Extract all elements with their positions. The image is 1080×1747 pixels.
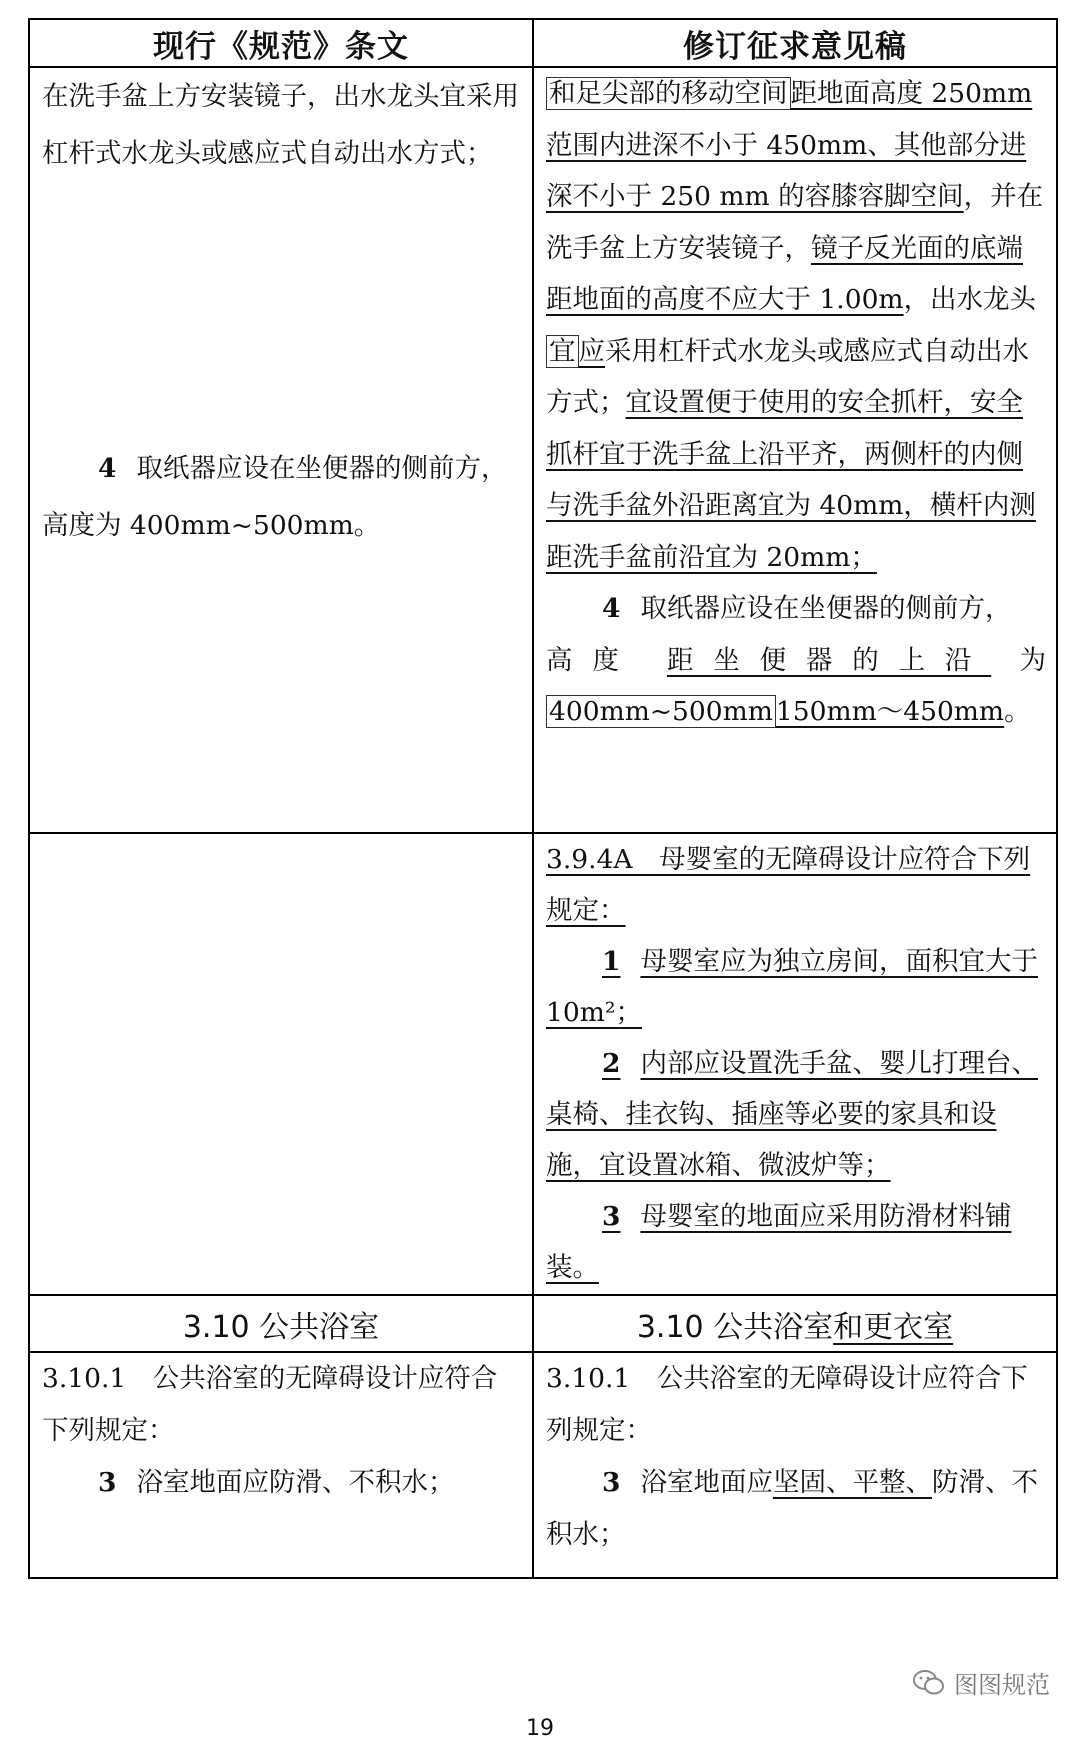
deleted-text: 宜 — [546, 335, 579, 368]
revised-cell — [533, 1352, 1057, 1578]
revised-cell — [533, 833, 1057, 1295]
deleted-text: 400mm~500mm — [546, 695, 776, 728]
current-cell — [29, 1352, 533, 1578]
inserted-text: 3.9.4A 母婴室的无障碍设计应符合下列规定： — [546, 844, 1031, 926]
comparison-table — [28, 18, 1058, 1579]
current-cell-empty — [29, 833, 533, 1295]
list-item — [546, 1191, 1046, 1293]
text: ，并在洗手盆上方安装镜子， — [546, 181, 1044, 264]
item-number: 3 — [602, 1201, 621, 1232]
revised-cell — [533, 67, 1057, 833]
inserted-text: 坚固、平整、 — [772, 1467, 932, 1498]
section-title-text: 3.10 公共浴室 — [636, 1309, 834, 1345]
text: 取纸器应设在坐便器的侧前方， — [640, 593, 1012, 624]
revised-item-4-cont — [546, 635, 1046, 687]
section-title-current: 3.10 公共浴室 — [29, 1295, 533, 1352]
text: 为 — [1019, 644, 1047, 676]
item-number: 3 — [602, 1467, 621, 1498]
text: 浴室地面应 — [640, 1467, 773, 1498]
table-row — [29, 833, 1057, 1295]
item-number: 1 — [602, 946, 621, 977]
deleted-text: 和足尖部的移动空间 — [546, 77, 791, 110]
revised-item-4 — [546, 583, 1046, 635]
text: 高度 — [546, 644, 639, 676]
inserted-text — [546, 946, 1038, 1028]
item-number: 4 — [98, 453, 117, 484]
inserted-text: 镜子反光面的底端距地面的高度不应大于 1.00m — [546, 232, 1023, 315]
clause-title — [546, 834, 1046, 936]
page-number: 19 — [526, 1716, 554, 1741]
item-number: 4 — [602, 593, 621, 624]
inserted-text: 应 — [578, 335, 605, 367]
inserted-text: 距坐便器的上沿 — [666, 644, 992, 676]
inserted-text: 和更衣室 — [833, 1309, 954, 1345]
header-revised: 修订征求意见稿 — [533, 19, 1057, 67]
text: 防滑、不积水； — [546, 1467, 1038, 1550]
inserted-text — [546, 1201, 1011, 1283]
current-item-4 — [42, 440, 522, 554]
list-item — [42, 1457, 522, 1509]
list-item — [546, 1457, 1046, 1561]
inserted-text: 150mm～450mm — [775, 696, 1005, 727]
table-row — [29, 1352, 1057, 1578]
list-item — [546, 1038, 1046, 1191]
text: ，出水龙头 — [903, 284, 1037, 315]
revised-item-4-end — [546, 686, 1046, 738]
current-cell — [29, 67, 533, 833]
inserted-text: 距地面高度 250mm 范围内进深不小于 450mm、其他部分进深不小于 250 mm 的容膝容脚空间 — [546, 78, 1033, 212]
text: 。 — [1004, 696, 1031, 727]
item-text: 母婴室应为独立房间，面积宜大于 10m²； — [546, 946, 1038, 1028]
inserted-text: 宜设置便于使用的安全抓杆，安全抓杆宜于洗手盆上沿平齐，两侧杆的内侧与洗手盆外沿距离宜为 40mm，横杆内测距洗手盆前沿宜为 20mm； — [546, 387, 1036, 573]
section-row — [29, 1295, 1057, 1352]
table-row — [29, 67, 1057, 833]
list-item — [546, 936, 1046, 1038]
clause-text: 3.10.1 公共浴室的无障碍设计应符合下列规定： — [546, 1363, 1028, 1446]
item-number: 2 — [602, 1048, 621, 1079]
item-text: 取纸器应设在坐便器的侧前方，高度为 400mm~500mm。 — [42, 453, 508, 541]
header-current: 现行《规范》条文 — [29, 19, 533, 67]
item-text: 母婴室的地面应采用防滑材料铺装。 — [546, 1201, 1012, 1283]
watermark — [912, 1665, 1050, 1700]
item-text: 浴室地面应防滑、不积水； — [136, 1467, 455, 1498]
inserted-text — [546, 1048, 1038, 1181]
text: 采用杠杆式水龙头或感应式自动出水方式； — [546, 335, 1029, 418]
watermark-text: 图图规范 — [954, 1671, 1050, 1699]
section-title-revised — [533, 1295, 1057, 1352]
item-text: 内部应设置洗手盆、婴儿打理台、桌椅、挂衣钩、插座等必要的家具和设施，宜设置冰箱、微波炉等； — [546, 1048, 1038, 1181]
table-header-row — [29, 19, 1057, 67]
clause-text: 3.10.1 公共浴室的无障碍设计应符合下列规定： — [42, 1363, 498, 1446]
revised-text — [546, 68, 1046, 583]
wechat-icon — [912, 1669, 946, 1697]
item-number: 3 — [98, 1467, 117, 1498]
current-text: 在洗手盆上方安装镜子，出水龙头宜采用杠杆式水龙头或感应式自动出水方式； — [42, 81, 519, 169]
